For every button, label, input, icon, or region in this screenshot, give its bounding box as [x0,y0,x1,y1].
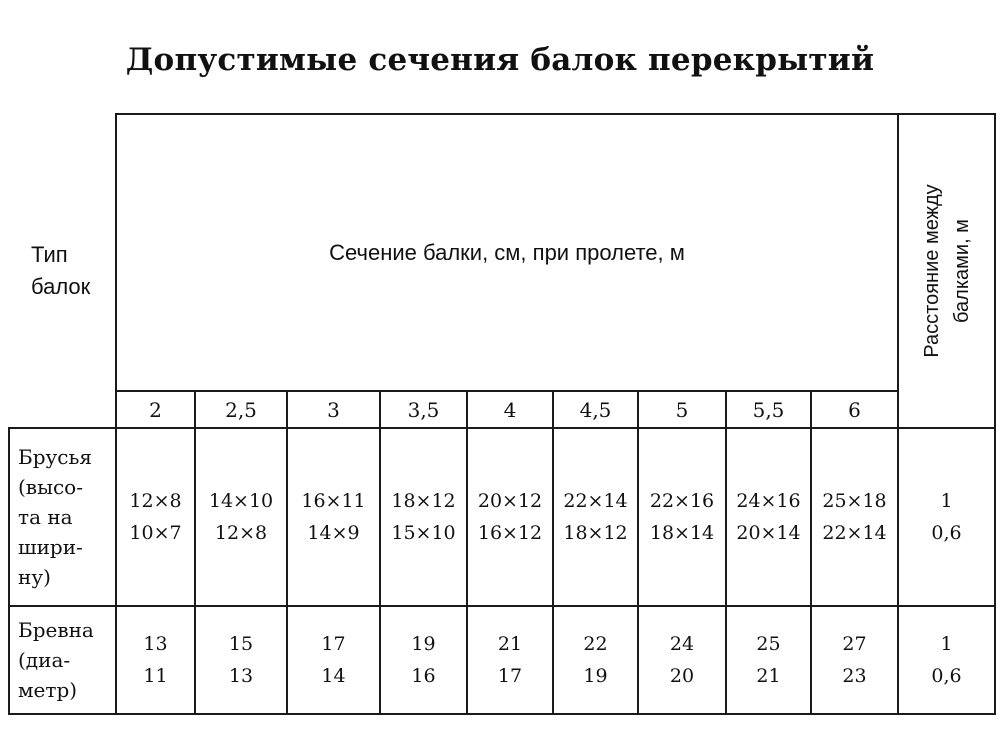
span-header: 6 [811,391,898,428]
section-cell [811,606,898,714]
cell-line: 12×8 [129,490,182,512]
distance-cell [898,428,995,606]
cell-line: 16 [411,665,436,687]
cell-line: 21 [756,665,781,687]
section-cell [195,606,287,714]
cell-line: 15×10 [391,522,456,544]
cell-line: 14 [321,665,346,687]
row-label-line: (диа- [18,648,71,672]
cell-line: 14×10 [208,490,274,512]
span-header: 3,5 [380,391,467,428]
section-cell [638,428,726,606]
span-header: 5,5 [726,391,811,428]
cell-line: 10×7 [129,522,182,544]
section-cell [380,428,467,606]
header-beam-type-line: Тип [31,241,68,267]
cell-line: 23 [842,665,867,687]
cell-line: 1 [940,490,953,512]
cell-line: 11 [143,665,168,687]
span-header: 4 [467,391,553,428]
section-cell [287,606,380,714]
row-label-line: ну) [18,565,51,589]
cell-line: 19 [583,665,608,687]
header-distance [898,114,995,428]
cell-line: 14×9 [307,522,360,544]
span-header: 2 [116,391,195,428]
cell-line: 18×12 [563,522,628,544]
section-cell [553,428,638,606]
cell-line: 18×12 [391,490,456,512]
section-cell [287,428,380,606]
row-label-line: та на [18,505,73,529]
row-label-line: Брусья [18,445,92,469]
cell-line: 13 [228,665,254,687]
page-title: Допустимые сечения балок перекрытий [125,42,875,78]
cell-line: 16×12 [477,522,543,544]
cell-line: 16×11 [301,490,366,512]
row-label-line: (высо- [18,475,83,499]
table-row [9,606,995,714]
header-distance-line: Расстояние между [920,184,943,358]
section-cell [811,428,898,606]
header-beam-type-line: балок [31,273,91,299]
header-distance-text [917,146,977,396]
section-cell [638,606,726,714]
cell-line: 13 [143,633,168,655]
cell-line: 21 [497,633,523,655]
span-header: 4,5 [553,391,638,428]
section-cell [116,606,195,714]
section-cell [553,606,638,714]
row-label-line: метр) [18,678,78,702]
cell-line: 20×14 [736,522,801,544]
row-label-bars [9,428,116,606]
span-header: 2,5 [195,391,287,428]
cell-line: 1 [940,633,953,655]
section-cell [726,606,811,714]
row-label-line: Бревна [18,618,94,642]
cell-line: 15 [228,633,254,655]
cell-line: 0,6 [931,522,962,544]
header-beam-type [9,114,116,428]
cell-line: 24×16 [736,490,801,512]
cell-line: 27 [842,633,867,655]
section-cell [380,606,467,714]
distance-cell [898,606,995,714]
cell-line: 22×14 [822,522,887,544]
cell-line: 25 [756,633,781,655]
cell-line: 20 [669,665,695,687]
cell-line: 12×8 [214,522,268,544]
cell-line: 17 [497,665,523,687]
section-cell [467,606,553,714]
cell-line: 19 [411,633,436,655]
header-section: Сечение балки, см, при пролете, м [116,114,898,391]
cell-line: 22×14 [563,490,628,512]
cell-line: 0,6 [931,665,962,687]
row-label-line: шири- [18,535,83,559]
section-cell [116,428,195,606]
section-cell [726,428,811,606]
cell-line: 25×18 [822,490,887,512]
row-label-logs [9,606,116,714]
cell-line: 22 [583,633,608,655]
header-distance-line: балками, м [950,219,973,323]
section-cell [467,428,553,606]
cell-line: 18×14 [649,522,715,544]
span-header: 3 [287,391,380,428]
section-cell [195,428,287,606]
cell-line: 24 [669,633,695,655]
beam-sections-table [8,113,996,715]
cell-line: 17 [321,633,346,655]
cell-line: 20×12 [477,490,543,512]
span-header: 5 [638,391,726,428]
table-row [9,428,995,606]
cell-line: 22×16 [649,490,715,512]
